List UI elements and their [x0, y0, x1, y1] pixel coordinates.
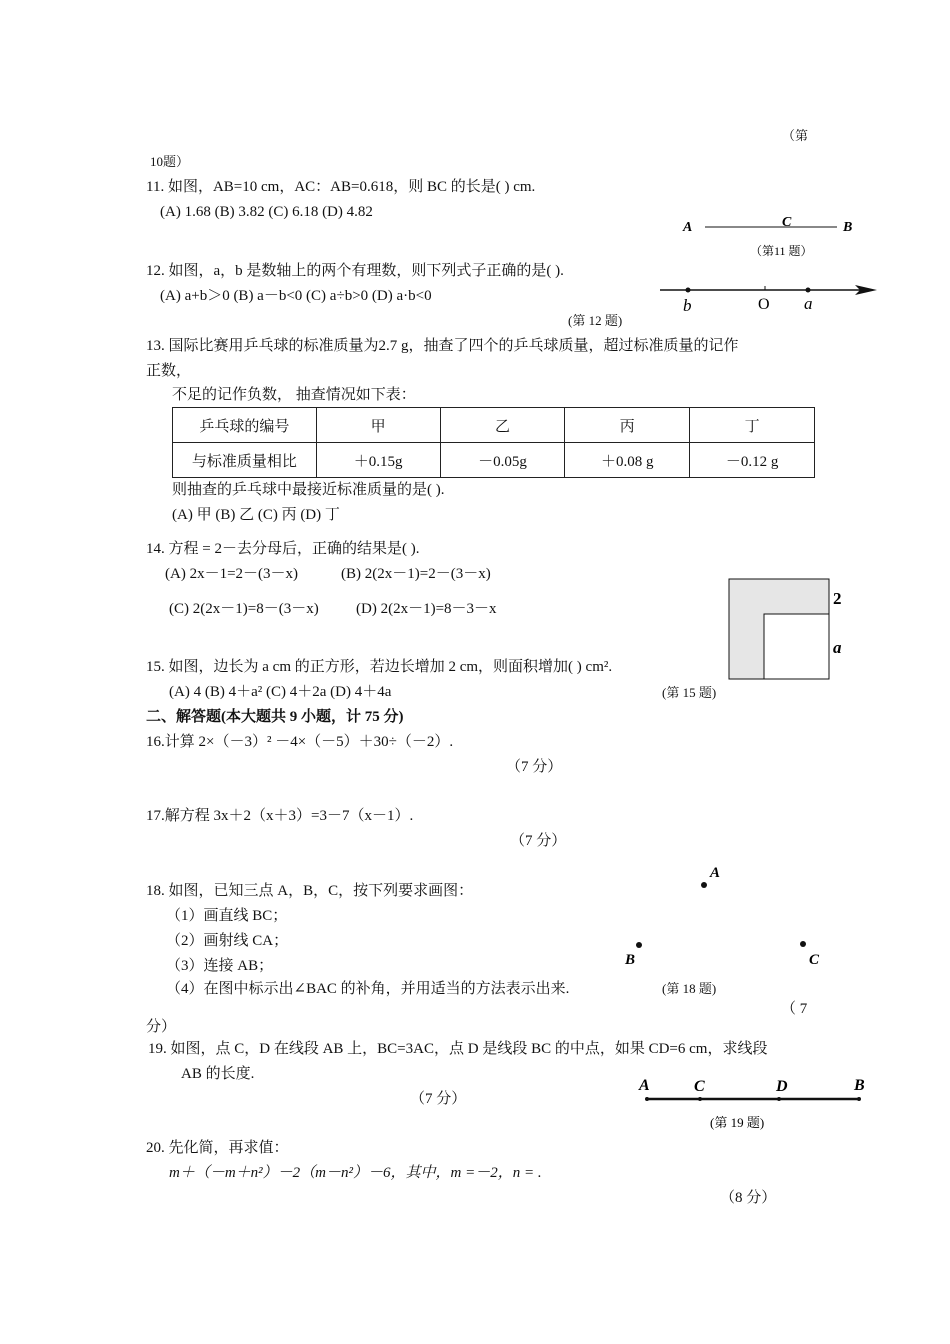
- q12-stem: 12. 如图，a，b 是数轴上的两个有理数，则下列式子正确的是( ).: [146, 263, 564, 279]
- q18-item-1: （1）画直线 BC；: [166, 908, 288, 924]
- q12-options: (A) a+b＞0 (B) a－b<0 (C) a÷b>0 (D) a·b<0: [160, 288, 432, 304]
- q11-figure: [675, 210, 865, 265]
- q19-stem-line1: 19. 如图，点 C，D 在线段 AB 上，BC=3AC，点 D 是线段 BC 的中点，如果 CD=6 cm，求线段: [148, 1041, 768, 1057]
- table-cell: 丁: [690, 408, 815, 443]
- q14-option-a: (A) 2x－1=2－(3－x): [165, 566, 299, 582]
- point-d: [777, 1097, 781, 1101]
- point-b: [636, 942, 642, 948]
- q18-item-4: （4）在图中标示出∠BAC 的补角，并用适当的方法表示出来.: [166, 981, 570, 997]
- q13-stem-line3: 不足的记作负数， 抽查情况如下表：: [172, 387, 416, 403]
- q10-caption-part2: 10题）: [150, 154, 190, 169]
- q15-figure: [725, 575, 855, 685]
- table-cell: 乙: [440, 408, 565, 443]
- point-b: [686, 288, 691, 293]
- q19-score: （7 分）: [410, 1091, 467, 1107]
- q14-option-d: (D) 2(2x－1)=8－3－x: [356, 601, 497, 617]
- q12-caption: (第 12 题): [568, 313, 623, 328]
- label-2: 2: [833, 589, 842, 608]
- q10-caption-part1: （第: [782, 128, 809, 143]
- table-cell: 丙: [565, 408, 690, 443]
- q17-score: （7 分）: [510, 833, 567, 849]
- label-d: D: [776, 1078, 788, 1095]
- label-c: C: [809, 952, 820, 968]
- q18-figure: [615, 860, 830, 975]
- q18-stem: 18. 如图，已知三点 A，B，C，按下列要求画图：: [146, 883, 474, 899]
- q18-score-part1: （ 7: [781, 1001, 808, 1017]
- point-label-b: B: [843, 220, 853, 235]
- label-b: B: [625, 952, 636, 968]
- point-b: [857, 1097, 861, 1101]
- table-cell: 甲: [316, 408, 440, 443]
- label-b: b: [683, 296, 692, 315]
- q15-caption: (第 15 题): [662, 685, 717, 700]
- q18-item-2: （2）画射线 CA；: [166, 933, 289, 949]
- q17-stem: 17.解方程 3x＋2（x＋3）=3－7（x－1）.: [146, 808, 414, 824]
- label-a: A: [710, 865, 721, 881]
- q19-caption: (第 19 题): [710, 1115, 765, 1130]
- table-row: [173, 443, 815, 478]
- q14-stem: 14. 方程 = 2－去分母后，正确的结果是( ).: [146, 541, 420, 557]
- q11-caption: （第11 题）: [750, 244, 813, 258]
- point-a: [645, 1097, 649, 1101]
- table-cell: －0.12 g: [690, 443, 815, 478]
- label-a: a: [833, 638, 842, 657]
- q13-stem-line2: 正数，: [146, 363, 192, 379]
- point-label-c: C: [782, 215, 792, 230]
- q19-figure: [630, 1072, 875, 1137]
- q15-options: (A) 4 (B) 4＋a² (C) 4＋2a (D) 4＋4a: [169, 684, 392, 700]
- q13-options: (A) 甲 (B) 乙 (C) 丙 (D) 丁: [172, 507, 340, 523]
- point-a: [806, 288, 811, 293]
- q18-score-part2: 分）: [146, 1019, 177, 1035]
- table-cell: －0.05g: [440, 443, 565, 478]
- table-header-row: [173, 408, 815, 443]
- label-b: B: [854, 1077, 865, 1094]
- q20-stem-line1: 20. 先化简，再求值：: [146, 1140, 289, 1156]
- label-a: A: [639, 1077, 650, 1094]
- q13-table: [172, 407, 815, 478]
- q14-option-c: (C) 2(2x－1)=8－(3－x): [169, 601, 319, 617]
- table-cell: ＋0.08 g: [565, 443, 690, 478]
- q13-stem-line1: 13. 国际比赛用乒乓球的标准质量为2.7 g，抽查了四个的乒乓球质量，超过标准质量的记作: [146, 338, 739, 354]
- q11-options: (A) 1.68 (B) 3.82 (C) 6.18 (D) 4.82: [160, 204, 373, 220]
- q13-question: 则抽查的乒乓球中最接近标准质量的是( ).: [172, 482, 445, 498]
- q20-stem-line2: m＋（－m＋n²）－2（m－n²）－6，其中，m =－2，n = .: [169, 1165, 542, 1181]
- q18-caption: (第 18 题): [662, 981, 717, 996]
- q16-stem: 16.计算 2×（－3）² －4×（－5）＋30÷（－2）.: [146, 734, 454, 750]
- q16-score: （7 分）: [506, 759, 563, 775]
- table-cell: ＋0.15g: [316, 443, 440, 478]
- q15-stem: 15. 如图，边长为 a cm 的正方形，若边长增加 2 cm，则面积增加( ) cm².: [146, 659, 613, 675]
- q12-number-line: [655, 278, 885, 338]
- point-c: [800, 941, 806, 947]
- point-c: [698, 1097, 702, 1101]
- table-cell: 乒乓球的编号: [173, 408, 317, 443]
- label-a: a: [804, 294, 813, 313]
- q11-stem: 11. 如图，AB=10 cm，AC：AB=0.618，则 BC 的长是( ) cm.: [146, 179, 536, 195]
- table-cell: 与标准质量相比: [173, 443, 317, 478]
- q20-score: （8 分）: [720, 1190, 777, 1206]
- label-o: O: [758, 296, 770, 313]
- inner-square: [764, 614, 829, 679]
- q14-option-b: (B) 2(2x－1)=2－(3－x): [341, 566, 491, 582]
- q19-stem-line2: AB 的长度.: [181, 1066, 255, 1082]
- point-a: [701, 882, 707, 888]
- q18-item-3: （3）连接 AB；: [166, 958, 274, 974]
- point-label-a: A: [683, 220, 693, 235]
- label-c: C: [694, 1078, 705, 1095]
- section-title: 二、解答题(本大题共 9 小题，计 75 分): [146, 709, 404, 725]
